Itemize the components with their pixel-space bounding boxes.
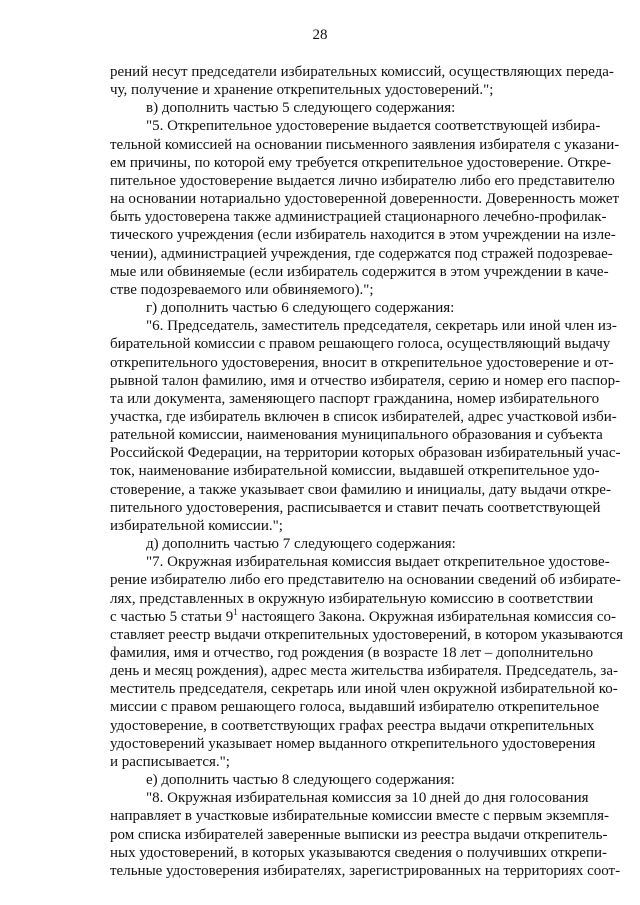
paragraph xyxy=(110,299,530,317)
text-line: рение избирателю либо его представителю на основании сведений об избирате- xyxy=(110,572,621,589)
text-line: рательной комиссии, наименования муниципального образования и субъекта xyxy=(110,427,603,444)
text-line: "7. Окружная избирательная комиссия выдает открепительное удостове- xyxy=(146,554,610,571)
text-line: та или документа, заменяющего паспорт гражданина, номер избирательного xyxy=(110,390,600,407)
text-line: ром списка избирателей заверенные выписки из реестра выдачи открепитель- xyxy=(110,826,608,843)
text-line: тельные удостоверения избирателях, зарегистрированных на территориях соот- xyxy=(110,862,621,879)
text-line: ставляет реестр выдачи открепительных удостоверений, в котором указываются xyxy=(110,626,624,643)
text-line: участка, где избиратель включен в список избирателей, адрес участковой изби- xyxy=(110,408,617,425)
text-line: ем причины, по которой ему требуется открепительное удостоверение. Откре- xyxy=(110,154,612,171)
paragraph xyxy=(110,789,621,880)
text-line: "6. Председатель, заместитель председателя, секретарь или иной член из- xyxy=(146,318,617,335)
text-line: удостоверений указывает номер выданного открепительного удостоверения xyxy=(110,735,596,752)
paragraph xyxy=(110,117,620,299)
text-line: тельной комиссией на основании письменного заявления избирателя с указани- xyxy=(110,136,620,153)
paragraph xyxy=(110,317,621,535)
paragraph xyxy=(110,771,530,789)
paragraph xyxy=(110,535,530,553)
text-line: стве подозреваемого или обвиняемого)."; xyxy=(110,281,374,298)
text-line: чу, получение и хранение открепительных удостоверений."; xyxy=(110,82,494,99)
text-line: Российской Федерации, на территории которых образован избирательный учас- xyxy=(110,445,621,462)
text-line: меститель председателя, секретарь или иной член окружной избирательной ко- xyxy=(110,681,618,698)
text-line: ток, наименование избирательной комиссии, выдавшей открепительное удо- xyxy=(110,463,600,480)
text-line: пительное удостоверение выдается лично избирателю либо его представителю xyxy=(110,172,615,189)
text-line: открепительного удостоверения, вносит в открепительное удостоверение и от- xyxy=(110,354,614,371)
text-line: быть удостоверена также администрацией стационарного лечебно-профилак- xyxy=(110,209,607,226)
text-line: удостоверение, в соответствующих графах реестра выдачи открепительных xyxy=(110,717,595,734)
text-line: и расписывается."; xyxy=(110,753,230,770)
text-line: мые или обвиняемые (если избиратель содержится в этом учреждении в каче- xyxy=(110,263,609,280)
text-line: на основании нотариально удостоверенной доверенности. Доверенность может xyxy=(110,191,620,208)
paragraph xyxy=(110,63,614,99)
page-number: 28 xyxy=(312,27,328,43)
text-line: д) дополнить частью 7 следующего содержания: xyxy=(146,536,456,553)
paragraph xyxy=(110,99,530,117)
text-line: е) дополнить частью 8 следующего содержания: xyxy=(146,772,455,789)
text-line: "8. Окружная избирательная комиссия за 10 дней до дня голосования xyxy=(146,790,589,807)
text-line: г) дополнить частью 6 следующего содержания: xyxy=(146,300,455,317)
text-line: миссии с правом решающего голоса, выдавший избирателю открепительное xyxy=(110,699,600,716)
text-line: тического учреждения (если избиратель находится в этом учреждении на изле- xyxy=(110,227,616,244)
document-body xyxy=(110,63,624,880)
text-line: пительного удостоверения, расписывается и ставит печать соответствующей xyxy=(110,499,601,516)
text-line: бирательной комиссии с правом решающего голоса, осуществляющий выдачу xyxy=(110,336,611,353)
text-line: рений несут председатели избирательных комиссий, осуществляющих переда- xyxy=(110,64,614,80)
text-line: в) дополнить частью 5 следующего содержания: xyxy=(146,100,456,117)
text-line: с частью 5 статьи $9^1$ настоящего Закона. Окружная избирательная комиссия со- xyxy=(110,606,616,625)
text-line: лях, представленных в окружную избирательную комиссию в соответствии xyxy=(110,590,594,607)
text-line: "5. Открепительное удостоверение выдается соответствующей избира- xyxy=(146,118,601,135)
text-line: стоверение, а также указывает свои фамилию и инициалы, дату выдачи откре- xyxy=(110,481,611,498)
text-line: рывной талон фамилию, имя и отчество избирателя, серию и номер его паспор- xyxy=(110,372,621,389)
text-line: фамилия, имя и отчество, год рождения (в возрасте 18 лет – дополнительно xyxy=(110,645,594,661)
text-line: ных удостоверений, в которых указываются сведения о получивших открепи- xyxy=(110,844,607,861)
text-line: день и месяц рождения), адрес места жительства избирателя. Председатель, за- xyxy=(110,663,618,680)
text-line: направляет в участковые избирательные комиссии вместе с первым экземпля- xyxy=(110,808,610,825)
text-line: чении), администрацией учреждения, где содержатся под стражей подозревае- xyxy=(110,245,613,262)
superscript: 1 xyxy=(233,606,238,617)
paragraph xyxy=(110,553,624,771)
text-line: избирательной комиссии."; xyxy=(110,517,283,534)
